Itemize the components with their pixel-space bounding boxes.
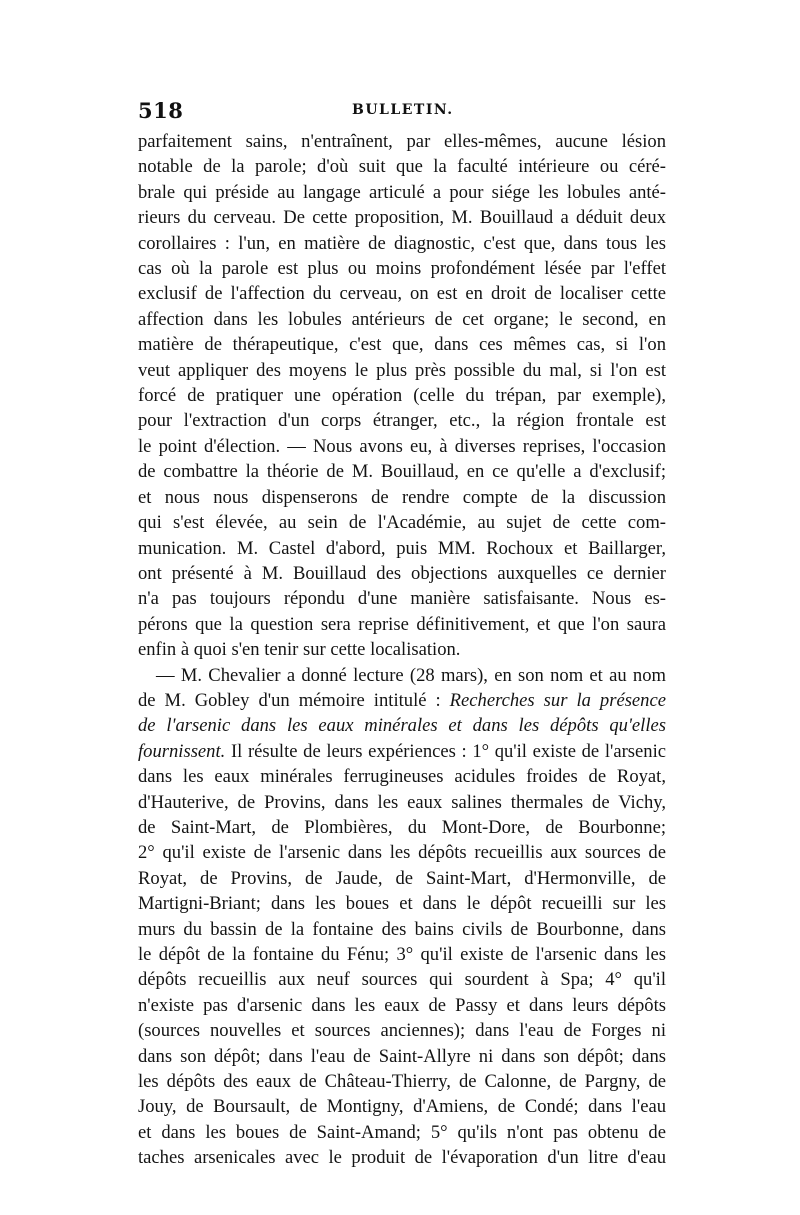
text-line: cas où la parole est plus ou moins profondément lésée par l'effet: [138, 258, 666, 280]
text-line: le dépôt de la fontaine du Fénu; 3° qu'il existe de l'arsenic dans les: [138, 944, 666, 965]
memoir-title: de l'arsenic dans les eaux minérales et dans les dépôts qu'elles: [138, 715, 666, 737]
text-line: munication. M. Castel d'abord, puis MM. Rochoux et Baillarger,: [138, 537, 666, 559]
text-line: taches arsenicales avec le produit de l'évaporation d'un litre d'eau: [138, 1147, 666, 1169]
text-line: exclusif de l'affection du cerveau, on est en droit de localiser cette: [138, 283, 666, 305]
text-line: brale qui préside au langage articulé a pour siége les lobules anté-: [138, 181, 666, 203]
text-line: dépôts recueillis aux neuf sources qui sourdent à Spa; 4° qu'il: [138, 969, 666, 991]
memoir-title: fournissent.: [138, 740, 226, 762]
text-line: le point d'élection. — Nous avons eu, à diverses reprises, l'occasion: [138, 435, 666, 457]
text-line: pérons que la question sera reprise définitivement, et que l'on saura: [138, 613, 666, 635]
text-line: parfaitement sains, n'entraînent, par elles-mêmes, aucune lésion: [138, 131, 666, 152]
paragraph-1: [138, 129, 666, 663]
text-line: rieurs du cerveau. De cette proposition, M. Bouillaud a déduit deux: [138, 207, 666, 229]
text-line: veut appliquer des moyens le plus près possible du mal, si l'on est: [138, 359, 666, 381]
text-line: [138, 739, 666, 764]
text-line: [138, 688, 666, 713]
text-line: dans les eaux minérales ferrugineuses acidules froides de Royat,: [138, 766, 666, 788]
text-line: et dans les boues de Saint-Amand; 5° qu'ils n'ont pas obtenu de: [138, 1121, 666, 1143]
text-line: affection dans les lobules antérieurs de cet organe; le second, en: [138, 308, 666, 330]
text-line: [138, 713, 666, 738]
text-line: et nous nous dispenserons de rendre compte de la discussion: [138, 486, 666, 508]
page-header: [138, 98, 666, 124]
paragraph-2-lines: [138, 764, 666, 1171]
text-line: murs du bassin de la fontaine des bains civils de Bourbonne, dans: [138, 918, 666, 940]
text-line: (sources nouvelles et sources anciennes); dans l'eau de Forges ni: [138, 1020, 666, 1042]
text-line: n'a pas toujours répondu d'une manière satisfaisante. Nous es-: [138, 588, 666, 610]
paragraph-2: [138, 663, 666, 1171]
text-line: — M. Chevalier a donné lecture (28 mars), en son nom et au nom: [156, 664, 666, 686]
page-number: 518: [138, 98, 184, 123]
text-line: les dépôts des eaux de Château-Thierry, de Calonne, de Pargny, de: [138, 1071, 666, 1093]
running-title: BULLETIN.: [352, 102, 454, 118]
text-line: forcé de pratiquer une opération (celle du trépan, par exemple),: [138, 385, 666, 407]
text-line: Royat, de Provins, de Jaude, de Saint-Mart, d'Hermonville, de: [138, 867, 666, 889]
text-line: n'existe pas d'arsenic dans les eaux de Passy et dans leurs dépôts: [138, 994, 666, 1016]
text-line: Jouy, de Boursault, de Montigny, d'Amiens, de Condé; dans l'eau: [138, 1096, 666, 1118]
text-line: matière de thérapeutique, c'est que, dans ces mêmes cas, si l'on: [138, 334, 666, 356]
text-line: d'Hauterive, de Provins, dans les eaux salines thermales de Vichy,: [138, 791, 666, 813]
text-segment: de M. Gobley d'un mémoire intitulé :: [138, 689, 450, 711]
text-line: de Saint-Mart, de Plombières, du Mont-Dore, de Bourbonne;: [138, 816, 666, 838]
text-line: de combattre la théorie de M. Bouillaud, en ce qu'elle a d'exclusif;: [138, 461, 666, 483]
body-text: [138, 129, 666, 1171]
memoir-title: Recherches sur la présence: [449, 689, 666, 711]
text-line: enfin à quoi s'en tenir sur cette localisation.: [138, 639, 461, 661]
text-line: dans son dépôt; dans l'eau de Saint-Allyre ni dans son dépôt; dans: [138, 1045, 666, 1067]
text-line: corollaires : l'un, en matière de diagnostic, c'est que, dans tous les: [138, 232, 666, 254]
text-line: qui s'est élevée, au sein de l'Académie, au sujet de cette com-: [138, 512, 666, 534]
text-line: notable de la parole; d'où suit que la faculté intérieure ou céré-: [138, 156, 666, 178]
text-line: ont présenté à M. Bouillaud des objections auxquelles ce dernier: [138, 562, 666, 584]
text-segment: Il résulte de leurs expériences : 1° qu'il existe de l'arsenic: [225, 740, 666, 762]
text-line: pour l'extraction d'un corps étranger, etc., la région frontale est: [138, 410, 666, 432]
text-line: Martigni-Briant; dans les boues et dans le dépôt recueilli sur les: [138, 893, 666, 915]
text-line: 2° qu'il existe de l'arsenic dans les dépôts recueillis aux sources de: [138, 842, 666, 864]
